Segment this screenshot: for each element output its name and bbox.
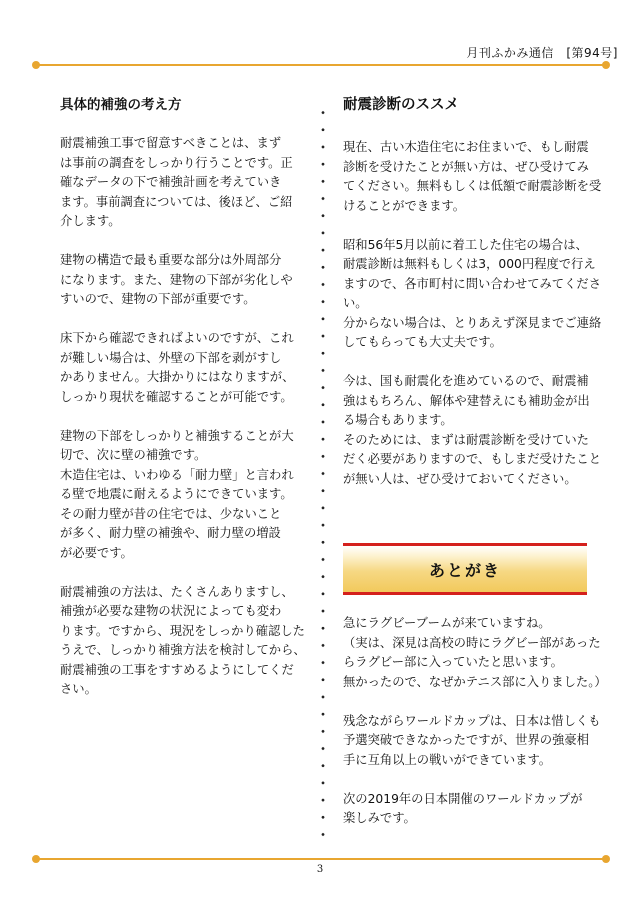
text-line: 今は、国も耐震化を進めているので、耐震補 [343, 374, 589, 388]
paragraph [343, 790, 598, 829]
text-line: しっかり現状を確認することが可能です。 [60, 389, 293, 404]
text-line: 切で、次に壁の補強です。 [60, 448, 207, 462]
header-rule [36, 64, 606, 66]
text-line: そのためには、まずは耐震診断を受けていた [343, 432, 589, 447]
paragraph [343, 614, 607, 692]
afterword-title: あとがき [428, 560, 501, 580]
text-line: が無い人は、ぜひ受けておいてください。 [343, 471, 577, 486]
text-line: 補強が必要な建物の状況によっても変わ [60, 604, 282, 618]
text-line: が難しい場合は、外壁の下部を剥がすし [60, 350, 282, 365]
text-line: 耐震診断は無料もしくは3，000円程度で行え [343, 257, 596, 271]
text-line: うえで、しっかり補強方法を検討してから、 [60, 643, 306, 657]
text-line: 無かったので、なぜかテニス部に入りました。） [343, 674, 607, 689]
text-line: 確なデータの下で補強計画を考えていき [60, 175, 282, 189]
newsletter-title: 月刊ふかみ通信 [第94号] [466, 46, 618, 60]
paragraph [60, 251, 298, 310]
text-line: らラグビー部に入っていたと思います。 [343, 655, 563, 669]
text-line: 昭和56年5月以前に着工した住宅の場合は、 [343, 237, 588, 252]
paragraph [343, 236, 602, 353]
text-line: かありません。大掛かりにはなりますが、 [60, 370, 295, 384]
rule-end-dot [32, 61, 40, 69]
text-line: る場合もあります。 [343, 413, 453, 427]
text-line: る壁で地震に耐えるようにできています。 [60, 487, 293, 501]
afterword-column [343, 614, 607, 829]
text-line: 楽しみです。 [343, 811, 416, 825]
text-line: 建物の構造で最も重要な部分は外周部分 [60, 253, 282, 267]
text-line: 強はもちろん、解体や建替えにも補助金が出 [343, 393, 590, 408]
text-line: けることができます。 [343, 198, 465, 213]
paragraph [343, 138, 602, 216]
text-line: 手に互角以上の戦いができています。 [343, 752, 552, 767]
text-line: い。 [343, 296, 368, 310]
text-line: 介します。 [60, 214, 121, 228]
text-line: は事前の調査をしっかり行うことです。正 [60, 155, 293, 170]
afterword-body [343, 614, 607, 829]
text-line: 現在、古い木造住宅にお住まいで、もし耐震 [343, 140, 589, 154]
rule-end-dot [602, 61, 610, 69]
paragraph [343, 372, 601, 489]
footer-rule [36, 858, 606, 860]
text-line: てください。無料もしくは低額で耐震診断を受 [343, 179, 602, 193]
text-line: だく必要がありますので、もしまだ受けたこと [343, 452, 601, 466]
right-column [343, 96, 602, 489]
paragraph [60, 134, 298, 232]
left-column-body [60, 134, 306, 700]
text-line: 木造住宅は、いわゆる「耐力壁」と言われ [60, 467, 294, 482]
text-line: ます。事前調査については、後ほど、ご紹 [60, 194, 293, 209]
paragraph [60, 427, 298, 564]
text-line: 耐震補強の方法は、たくさんありますし、 [60, 584, 294, 599]
section-heading-reinforcement: 具体的補強の考え方 [60, 97, 182, 113]
left-column [60, 96, 306, 700]
text-line: 診断を受けたことが無い方は、ぜひ受けてみ [343, 159, 589, 174]
text-line: 分からない場合は、とりあえず深見までご連絡 [343, 315, 602, 330]
text-line: さい。 [60, 682, 97, 696]
text-line: 急にラグビーブームが来ていますね。 [343, 616, 551, 630]
rule-end-dot [602, 855, 610, 863]
text-line: ります。ですから、現況をしっかり確認した [60, 623, 305, 638]
afterword-banner [343, 543, 587, 595]
right-column-body [343, 138, 602, 489]
text-line: 残念ながらワールドカップは、日本は惜しくも [343, 713, 601, 728]
paragraph [343, 712, 601, 771]
text-line: 予選突破できなかったですが、世界の強豪相 [343, 733, 589, 747]
text-line: 床下から確認できればよいのですが、これ [60, 331, 294, 345]
text-line: 耐震補強工事で留意すべきことは、まず [60, 136, 282, 150]
text-line: になります。また、建物の下部が劣化しや [60, 272, 293, 287]
text-line: （実は、深見は高校の時にラグビー部があった [343, 635, 601, 650]
text-line: すいので、建物の下部が重要です。 [60, 292, 256, 306]
text-line: 建物の下部をしっかりと補強することが大 [60, 428, 294, 443]
text-line: 次の2019年の日本開催のワールドカップが [343, 791, 583, 806]
text-line: ますので、各市町村に問い合わせてみてくださ [343, 276, 601, 291]
paragraph [60, 583, 306, 700]
page-number: 3 [316, 864, 324, 875]
section-heading-diagnosis: 耐震診断のススメ [343, 97, 459, 113]
text-line: 耐震補強の工事をすすめるようにしてくだ [60, 662, 294, 677]
text-line: その耐力壁が昔の住宅では、少ないこと [60, 506, 282, 521]
text-line: が多く、耐力壁の補強や、耐力壁の増設 [60, 526, 281, 540]
text-line: が必要です。 [60, 545, 133, 560]
column-divider [320, 104, 326, 844]
paragraph [60, 329, 298, 407]
rule-end-dot [32, 855, 40, 863]
text-line: してもらっても大丈夫です。 [343, 335, 502, 349]
